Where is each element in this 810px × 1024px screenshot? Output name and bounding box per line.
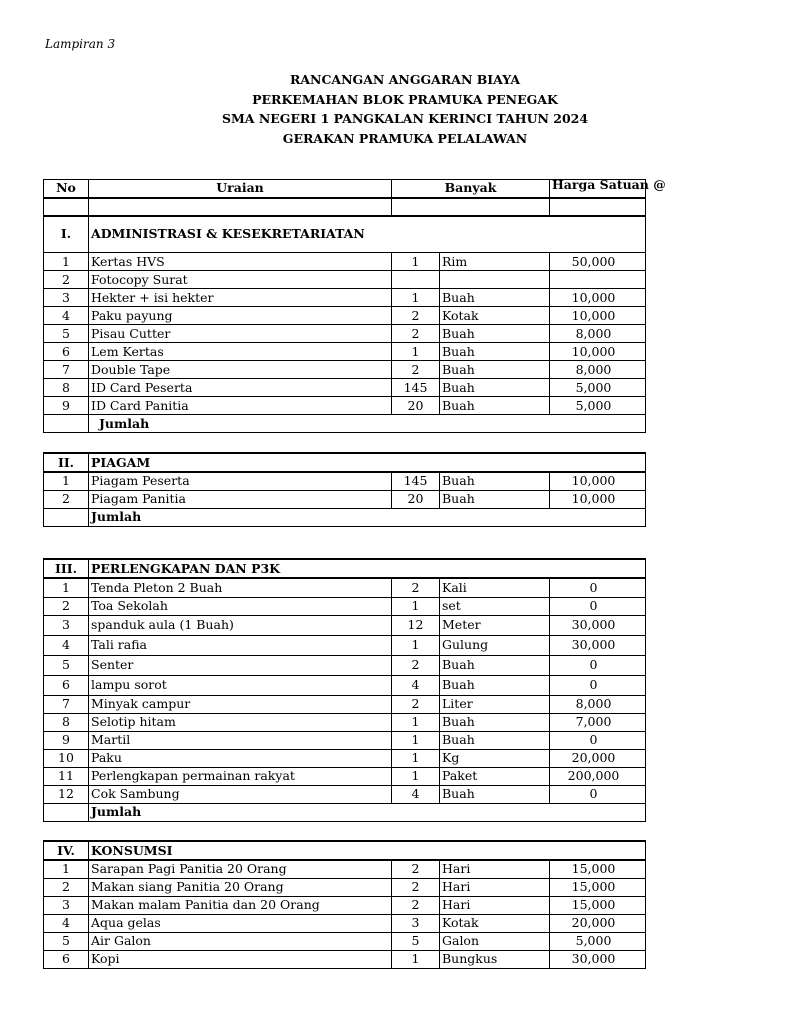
budget-table-section-3 (43, 558, 646, 822)
row-unit-price: 10,000 (550, 343, 646, 361)
row-quantity: 4 (392, 675, 440, 695)
row-description: Perlengkapan permainan rakyat (89, 767, 392, 785)
row-description: Makan malam Panitia dan 20 Orang (89, 896, 392, 914)
table-row (44, 379, 646, 397)
budget-table-section-2 (43, 452, 646, 527)
row-number: 2 (44, 271, 89, 289)
row-quantity: 3 (392, 914, 440, 932)
row-unit: Buah (440, 325, 550, 343)
row-description: Selotip hitam (89, 713, 392, 731)
row-unit-price: 20,000 (550, 914, 646, 932)
row-number: 1 (44, 578, 89, 597)
row-unit: Hari (440, 896, 550, 914)
row-unit: Kotak (440, 914, 550, 932)
table-row (44, 713, 646, 731)
row-quantity: 5 (392, 932, 440, 950)
row-unit-price: 0 (550, 655, 646, 675)
row-description: ID Card Peserta (89, 379, 392, 397)
row-unit (440, 271, 550, 289)
row-number: 4 (44, 307, 89, 325)
section-title: KONSUMSI (89, 841, 646, 860)
row-quantity: 4 (392, 785, 440, 803)
title-line-1: RANCANGAN ANGGARAN BIAYA (289, 72, 521, 87)
row-unit: Buah (440, 655, 550, 675)
row-unit-price: 0 (550, 578, 646, 597)
row-number: 12 (44, 785, 89, 803)
row-unit-price: 8,000 (550, 361, 646, 379)
table-row (44, 695, 646, 713)
row-unit: Kotak (440, 307, 550, 325)
row-number: 2 (44, 490, 89, 508)
table-row (44, 878, 646, 896)
row-number: 3 (44, 615, 89, 635)
table-row (44, 271, 646, 289)
table-row (44, 950, 646, 968)
row-description: lampu sorot (89, 675, 392, 695)
row-unit: Kali (440, 578, 550, 597)
row-description: Air Galon (89, 932, 392, 950)
attachment-label: Lampiran 3 (45, 37, 116, 51)
row-description: spanduk aula (1 Buah) (89, 615, 392, 635)
row-description: Paku payung (89, 307, 392, 325)
row-number: 2 (44, 597, 89, 615)
row-quantity: 2 (392, 655, 440, 675)
row-quantity: 2 (392, 361, 440, 379)
row-unit-price: 7,000 (550, 713, 646, 731)
row-quantity: 1 (392, 289, 440, 307)
header-harga: Harga Satuan @ (550, 180, 646, 198)
row-unit: Buah (440, 397, 550, 415)
row-number: 3 (44, 289, 89, 307)
table-row (44, 361, 646, 379)
row-number: 1 (44, 253, 89, 271)
table-row (44, 490, 646, 508)
section-roman: I. (44, 216, 89, 253)
row-number: 5 (44, 932, 89, 950)
section-heading-row (44, 216, 646, 253)
row-description: Martil (89, 731, 392, 749)
section-items (44, 860, 646, 968)
row-unit: Hari (440, 860, 550, 878)
budget-table-section-4 (43, 840, 646, 969)
table-row (44, 597, 646, 615)
row-description: Pisau Cutter (89, 325, 392, 343)
row-number: 7 (44, 695, 89, 713)
total-row (44, 508, 646, 526)
row-description: Piagam Panitia (89, 490, 392, 508)
row-description: Aqua gelas (89, 914, 392, 932)
row-quantity: 1 (392, 749, 440, 767)
header-no: No (44, 180, 89, 198)
table-row (44, 253, 646, 271)
table-row (44, 635, 646, 655)
row-description: Tenda Pleton 2 Buah (89, 578, 392, 597)
section-roman: IV. (44, 841, 89, 860)
total-label: Jumlah (89, 415, 646, 433)
row-unit-price: 200,000 (550, 767, 646, 785)
row-description: Lem Kertas (89, 343, 392, 361)
section-heading-row (44, 841, 646, 860)
row-number: 3 (44, 896, 89, 914)
row-quantity: 2 (392, 860, 440, 878)
row-description: Fotocopy Surat (89, 271, 392, 289)
row-unit: Buah (440, 785, 550, 803)
row-number: 6 (44, 343, 89, 361)
row-unit-price: 10,000 (550, 289, 646, 307)
row-quantity: 20 (392, 397, 440, 415)
row-quantity: 1 (392, 713, 440, 731)
row-quantity: 2 (392, 878, 440, 896)
row-unit-price: 30,000 (550, 635, 646, 655)
row-quantity: 1 (392, 731, 440, 749)
table-header-row (44, 180, 646, 198)
row-description: Cok Sambung (89, 785, 392, 803)
section-title: ADMINISTRASI & KESEKRETARIATAN (89, 216, 646, 253)
row-unit-price: 10,000 (550, 472, 646, 490)
row-number: 9 (44, 731, 89, 749)
table-row (44, 731, 646, 749)
row-unit: Buah (440, 675, 550, 695)
row-quantity: 2 (392, 896, 440, 914)
title-line-3: SMA NEGERI 1 PANGKALAN KERINCI TAHUN 2024 (221, 111, 589, 126)
row-description: Kopi (89, 950, 392, 968)
row-unit-price: 10,000 (550, 307, 646, 325)
row-unit-price: 30,000 (550, 615, 646, 635)
row-quantity: 2 (392, 325, 440, 343)
table-row (44, 472, 646, 490)
table-row (44, 932, 646, 950)
table-row (44, 914, 646, 932)
row-quantity: 2 (392, 307, 440, 325)
row-number: 9 (44, 397, 89, 415)
row-number: 4 (44, 914, 89, 932)
row-unit-price: 0 (550, 731, 646, 749)
row-unit: Kg (440, 749, 550, 767)
row-unit-price: 30,000 (550, 950, 646, 968)
budget-table-section-1 (43, 177, 666, 433)
section-title: PIAGAM (89, 453, 646, 472)
row-description: Kertas HVS (89, 253, 392, 271)
section-heading-row (44, 559, 646, 578)
row-number: 5 (44, 655, 89, 675)
table-row (44, 578, 646, 597)
row-number: 5 (44, 325, 89, 343)
row-unit: Buah (440, 289, 550, 307)
row-unit: Hari (440, 878, 550, 896)
header-banyak: Banyak (392, 180, 550, 198)
section-title: PERLENGKAPAN DAN P3K (89, 559, 646, 578)
row-number: 2 (44, 878, 89, 896)
row-quantity (392, 271, 440, 289)
row-quantity: 12 (392, 615, 440, 635)
row-unit-price: 15,000 (550, 878, 646, 896)
row-number: 1 (44, 860, 89, 878)
row-unit-price: 15,000 (550, 896, 646, 914)
row-unit: Galon (440, 932, 550, 950)
row-quantity: 1 (392, 635, 440, 655)
row-unit: Buah (440, 472, 550, 490)
row-unit: Buah (440, 379, 550, 397)
table-row (44, 343, 646, 361)
row-description: Sarapan Pagi Panitia 20 Orang (89, 860, 392, 878)
row-number: 8 (44, 713, 89, 731)
row-quantity: 2 (392, 695, 440, 713)
row-unit: Buah (440, 731, 550, 749)
row-unit-price: 0 (550, 597, 646, 615)
row-description: Paku (89, 749, 392, 767)
row-unit: Gulung (440, 635, 550, 655)
row-description: Double Tape (89, 361, 392, 379)
row-description: Toa Sekolah (89, 597, 392, 615)
row-quantity: 1 (392, 343, 440, 361)
row-number: 7 (44, 361, 89, 379)
row-quantity: 145 (392, 472, 440, 490)
row-description: Senter (89, 655, 392, 675)
section-items (44, 253, 646, 415)
row-unit-price: 8,000 (550, 695, 646, 713)
header-blank-row (44, 198, 646, 216)
row-unit: Buah (440, 713, 550, 731)
table-row (44, 307, 646, 325)
row-number: 6 (44, 675, 89, 695)
total-label: Jumlah (89, 803, 646, 821)
row-unit-price: 0 (550, 675, 646, 695)
row-description: Piagam Peserta (89, 472, 392, 490)
row-number: 6 (44, 950, 89, 968)
row-quantity: 1 (392, 767, 440, 785)
row-unit: Liter (440, 695, 550, 713)
section-roman: II. (44, 453, 89, 472)
row-number: 4 (44, 635, 89, 655)
row-quantity: 1 (392, 950, 440, 968)
row-description: Tali rafia (89, 635, 392, 655)
row-unit: Buah (440, 361, 550, 379)
row-unit: Rim (440, 253, 550, 271)
row-unit: Buah (440, 490, 550, 508)
total-row (44, 415, 646, 433)
row-unit: Meter (440, 615, 550, 635)
row-unit: set (440, 597, 550, 615)
table-row (44, 767, 646, 785)
row-quantity: 20 (392, 490, 440, 508)
header-uraian: Uraian (89, 180, 392, 198)
total-label: Jumlah (89, 508, 646, 526)
table-row (44, 325, 646, 343)
row-number: 8 (44, 379, 89, 397)
row-quantity: 2 (392, 578, 440, 597)
row-unit: Paket (440, 767, 550, 785)
row-description: Makan siang Panitia 20 Orang (89, 878, 392, 896)
row-description: ID Card Panitia (89, 397, 392, 415)
row-unit-price: 0 (550, 785, 646, 803)
section-roman: III. (44, 559, 89, 578)
table-row (44, 749, 646, 767)
row-unit: Bungkus (440, 950, 550, 968)
total-row (44, 803, 646, 821)
row-number: 10 (44, 749, 89, 767)
row-description: Hekter + isi hekter (89, 289, 392, 307)
table-row (44, 860, 646, 878)
section-heading-row (44, 453, 646, 472)
document-title-block (0, 70, 810, 148)
row-number: 11 (44, 767, 89, 785)
row-unit-price: 5,000 (550, 379, 646, 397)
table-row (44, 289, 646, 307)
table-row (44, 785, 646, 803)
table-row (44, 397, 646, 415)
row-unit-price: 20,000 (550, 749, 646, 767)
row-unit-price (550, 271, 646, 289)
row-quantity: 1 (392, 597, 440, 615)
row-quantity: 1 (392, 253, 440, 271)
row-unit-price: 8,000 (550, 325, 646, 343)
title-line-2: PERKEMAHAN BLOK PRAMUKA PENEGAK (252, 91, 558, 107)
row-description: Minyak campur (89, 695, 392, 713)
row-unit-price: 5,000 (550, 932, 646, 950)
row-unit-price: 10,000 (550, 490, 646, 508)
row-unit-price: 5,000 (550, 397, 646, 415)
row-unit-price: 15,000 (550, 860, 646, 878)
row-quantity: 145 (392, 379, 440, 397)
title-line-4: GERAKAN PRAMUKA PELALAWAN (282, 130, 528, 146)
table-row (44, 896, 646, 914)
table-row (44, 655, 646, 675)
section-items (44, 578, 646, 803)
table-row (44, 675, 646, 695)
row-number: 1 (44, 472, 89, 490)
row-unit-price: 50,000 (550, 253, 646, 271)
section-items (44, 472, 646, 508)
row-unit: Buah (440, 343, 550, 361)
table-row (44, 615, 646, 635)
